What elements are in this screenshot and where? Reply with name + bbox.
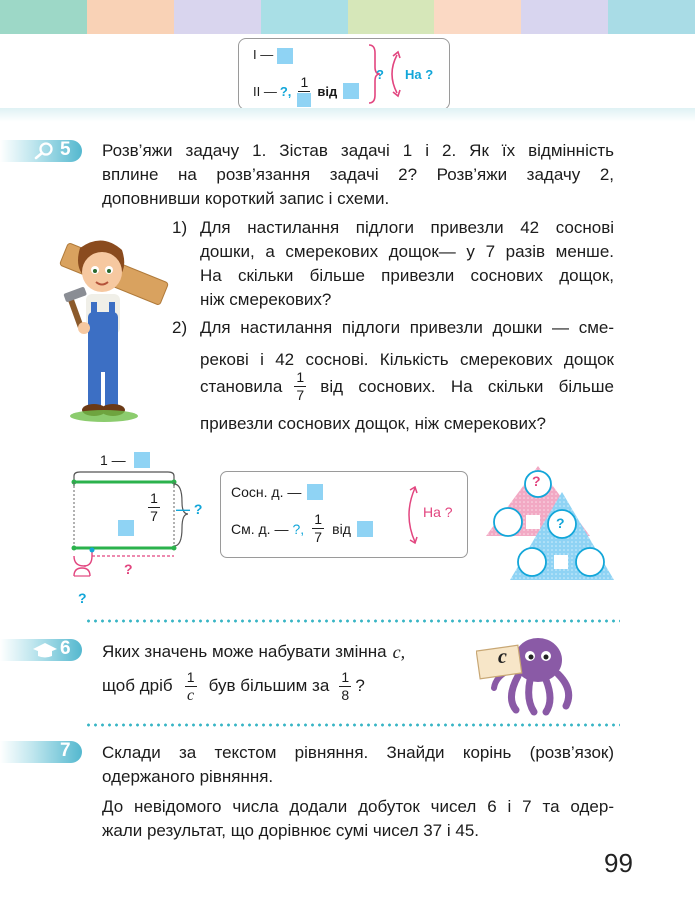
stripe <box>0 0 87 34</box>
variable-c: c, <box>392 642 406 662</box>
question-mark: ? <box>532 473 541 489</box>
problem-1-line: дошки, а смерекових дощок— у 7 разів менше. <box>200 242 614 261</box>
text-fragment: ? <box>355 676 365 695</box>
answer-square <box>307 484 323 500</box>
fraction-denominator: c <box>187 686 195 704</box>
boy-with-plank-illustration <box>58 238 170 426</box>
fraction-one-eighth <box>339 670 351 703</box>
problem-2-line <box>200 370 614 403</box>
fraction-one-seventh <box>294 370 306 403</box>
short-record-box <box>220 471 468 558</box>
question-mark: ? <box>556 515 565 531</box>
fraction-numerator: 1 <box>341 668 350 685</box>
question-mark: ? <box>376 67 384 82</box>
fraction-numerator: 1 <box>300 74 309 90</box>
fraction-numerator: 1 <box>186 668 195 685</box>
fraction-numerator: 1 <box>296 369 305 385</box>
task6-line2 <box>102 666 365 706</box>
header-color-stripes <box>0 0 695 34</box>
question-mark: ? <box>124 561 133 577</box>
dotted-divider <box>85 723 620 727</box>
fraction-denominator: 8 <box>341 686 350 703</box>
short-record-line2 <box>231 512 373 545</box>
text-fragment: від соснових. На скільки більше <box>320 376 614 396</box>
graduation-cap-icon <box>32 641 58 659</box>
record-label: I — <box>253 47 274 62</box>
fraction-one-over-c <box>185 670 197 703</box>
answer-square <box>277 48 293 64</box>
problem-1-number: 1) <box>172 218 188 237</box>
problem-2-line: Для настилання підлоги привезли дошки — сме- <box>200 318 614 337</box>
answer-square <box>118 520 134 536</box>
problem-2-line: привезли соснових дощок, ніж смерекових? <box>200 414 546 433</box>
stripe <box>261 0 348 34</box>
text-fragment: становила <box>200 376 283 396</box>
from-word: від <box>332 520 351 537</box>
text-fragment: Яких значень може набувати змінна <box>102 642 387 661</box>
task7-line: Склади за текстом рівняння. Знайди корінь (розв’язок) <box>102 743 614 762</box>
answer-square <box>134 452 150 468</box>
fraction <box>312 512 324 545</box>
fraction-denominator: 7 <box>150 508 158 524</box>
answer-square <box>357 521 373 537</box>
top-short-record-box <box>238 38 450 110</box>
dotted-divider <box>85 619 620 623</box>
task5-intro-line: доповнивши короткий запис і схеми. <box>102 189 390 208</box>
card-letter-c: c <box>498 646 507 668</box>
task-number: 6 <box>60 638 71 659</box>
stripe <box>348 0 435 34</box>
segment-scheme <box>62 448 212 608</box>
answer-square <box>343 83 359 99</box>
magnifier-icon <box>34 142 56 160</box>
page-number: 99 <box>604 848 633 878</box>
octopus-illustration <box>476 628 576 716</box>
text-fragment: щоб дріб <box>102 676 173 695</box>
question-mark: — ? <box>176 501 203 517</box>
question-mark: ?, <box>292 520 305 537</box>
short-record-line1 <box>231 484 323 500</box>
task7-line: одержаного рівняння. <box>102 767 274 786</box>
problem-2-number: 2) <box>172 318 188 337</box>
record-label: Сосн. д. — <box>231 484 302 500</box>
task5-intro-line: вплине на розв’язання задачі 2? Розв’яжи задачу 2, <box>102 165 614 184</box>
task7-line: жали результат, що дорівнює сумі чисел 37 і 45. <box>102 821 479 840</box>
scheme-fraction <box>148 491 160 524</box>
from-word: від <box>317 83 338 99</box>
problem-1-line: На скільки більше привезли соснових дощок, <box>200 266 614 285</box>
record-label: II — <box>253 83 277 99</box>
task-number: 5 <box>60 139 71 160</box>
triangles-diagram <box>482 464 620 586</box>
record-label: См. д. — <box>231 520 289 537</box>
scheme-dash-question <box>176 501 202 517</box>
problem-1-line: Для настилання підлоги привезли 42 соснові <box>200 218 614 237</box>
stripe <box>608 0 695 34</box>
scheme-label: 1 — <box>100 452 126 468</box>
stripe <box>434 0 521 34</box>
fraction <box>297 75 311 107</box>
fraction-denominator: 7 <box>314 529 323 545</box>
fraction-numerator: 1 <box>314 511 323 527</box>
double-arrow-icon <box>399 484 423 546</box>
question-mark: ? <box>78 590 87 606</box>
fraction-denominator: 7 <box>296 387 305 403</box>
stripe <box>174 0 261 34</box>
task7-line: До невідомого числа додали добуток чисел 6 і 7 та одер- <box>102 797 614 816</box>
task5-intro-line: Розв’яжи задачу 1. Зістав задачі 1 і 2. Як їх відмінність <box>102 141 614 160</box>
question-mark: ?, <box>279 83 292 99</box>
top-record-line1 <box>253 47 293 64</box>
problem-1-line: ніж смерекових? <box>200 290 332 309</box>
answer-square <box>297 93 311 107</box>
stripe <box>87 0 174 34</box>
section-band <box>0 108 695 122</box>
text-fragment: був більшим за <box>208 676 330 695</box>
problem-2-line: рекові і 42 соснові. Кількість смерекових дощок <box>200 350 614 369</box>
fraction-numerator: 1 <box>150 490 158 506</box>
stripe <box>521 0 608 34</box>
task-number: 7 <box>60 740 71 761</box>
task6-line1 <box>102 640 405 664</box>
how-much-label: На ? <box>405 67 434 82</box>
how-much-label: На ? <box>423 504 453 520</box>
top-record-line2 <box>253 75 359 107</box>
